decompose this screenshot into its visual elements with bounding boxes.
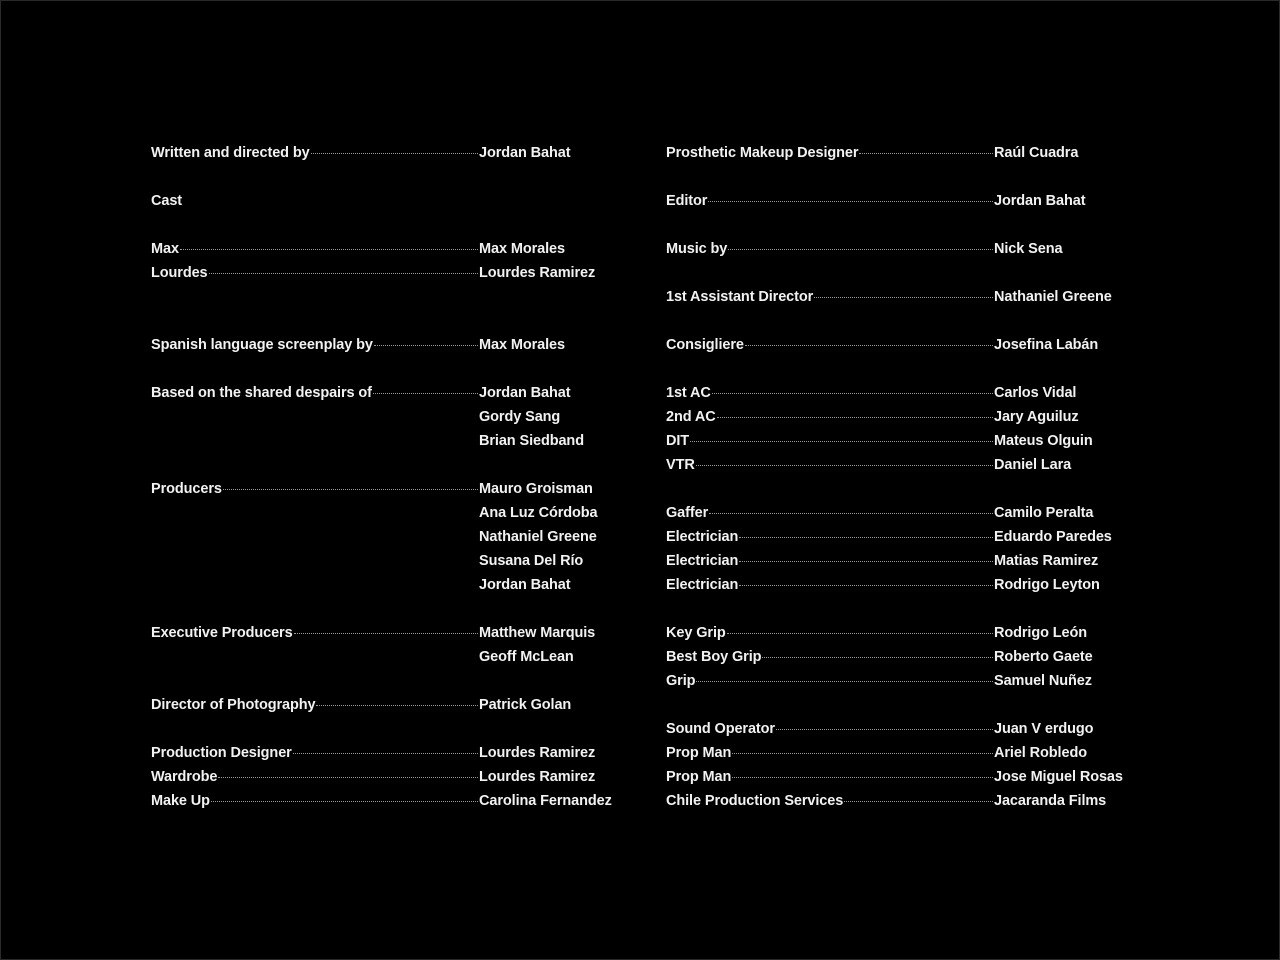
credit-row — [151, 409, 613, 433]
credit-row — [666, 313, 1136, 337]
credit-name: Patrick Golan — [479, 697, 572, 713]
credit-name: Mateus Olguin — [994, 433, 1093, 449]
credit-name: Brian Siedband — [479, 433, 584, 449]
credit-row — [666, 361, 1136, 385]
dotted-leader — [739, 561, 993, 562]
credit-name: Eduardo Paredes — [994, 529, 1112, 545]
dotted-leader — [708, 201, 993, 202]
credit-row — [151, 649, 613, 673]
credit-name: Max Morales — [479, 241, 565, 257]
credit-role: Gaffer — [666, 505, 709, 521]
credit-role: Production Designer — [151, 745, 292, 761]
credit-name: Roberto Gaete — [994, 649, 1093, 665]
credit-role: Prop Man — [666, 769, 732, 785]
dotted-leader — [814, 297, 993, 298]
credit-row — [666, 529, 1136, 553]
credit-role: 1st Assistant Director — [666, 289, 814, 305]
credit-row — [151, 553, 613, 577]
credit-row — [151, 793, 613, 817]
credit-row — [666, 385, 1136, 409]
dotted-leader — [211, 801, 478, 802]
dotted-leader — [732, 777, 993, 778]
dotted-leader — [728, 249, 993, 250]
credit-name: Rodrigo León — [994, 625, 1088, 641]
credit-row — [666, 481, 1136, 505]
credit-row — [666, 217, 1136, 241]
credit-row — [666, 625, 1136, 649]
credit-name: Matthew Marquis — [479, 625, 596, 641]
credit-row — [151, 145, 613, 169]
credit-role: Written and directed by — [151, 145, 310, 161]
credit-name: Rodrigo Leyton — [994, 577, 1100, 593]
credit-row — [666, 337, 1136, 361]
credit-name: Jacaranda Films — [994, 793, 1107, 809]
credit-name: Lourdes Ramirez — [479, 265, 596, 281]
credit-row — [151, 625, 613, 649]
credit-role: Cast — [151, 193, 183, 209]
credit-role: Prop Man — [666, 745, 732, 761]
credit-role: 1st AC — [666, 385, 711, 401]
credit-row — [666, 601, 1136, 625]
credit-role: Editor — [666, 193, 708, 209]
credit-role: 2nd AC — [666, 409, 716, 425]
credit-row — [666, 649, 1136, 673]
credit-name: Nathaniel Greene — [479, 529, 597, 545]
credit-role: DIT — [666, 433, 690, 449]
credit-name: Samuel Nuñez — [994, 673, 1092, 689]
credit-row — [151, 337, 613, 361]
credit-row — [666, 169, 1136, 193]
credit-row — [151, 601, 613, 625]
credit-row — [151, 481, 613, 505]
credit-row — [151, 289, 613, 313]
dotted-leader — [709, 513, 993, 514]
credit-role: Sound Operator — [666, 721, 775, 737]
dotted-leader — [218, 777, 478, 778]
dotted-leader — [776, 729, 993, 730]
credit-role: Spanish language screenplay by — [151, 337, 373, 353]
dotted-leader — [727, 633, 993, 634]
credit-name: Susana Del Río — [479, 553, 584, 569]
credit-row — [151, 505, 613, 529]
credit-role: Electrician — [666, 553, 739, 569]
credit-row — [151, 169, 613, 193]
credit-row — [666, 409, 1136, 433]
credit-name: Josefina Labán — [994, 337, 1099, 353]
credit-name: Jordan Bahat — [479, 577, 571, 593]
dotted-leader — [311, 153, 478, 154]
credit-name: Lourdes Ramirez — [479, 745, 596, 761]
credit-name: Jary Aguiluz — [994, 409, 1079, 425]
credit-row — [151, 745, 613, 769]
credit-row — [666, 697, 1136, 721]
credit-name: Mauro Groisman — [479, 481, 593, 497]
credit-row — [666, 193, 1136, 217]
credit-row — [666, 721, 1136, 745]
credit-name: Lourdes Ramirez — [479, 769, 596, 785]
credits-column-left — [151, 145, 613, 817]
dotted-leader — [717, 417, 993, 418]
dotted-leader — [859, 153, 993, 154]
credit-role: Music by — [666, 241, 728, 257]
credit-row — [151, 265, 613, 289]
credit-role: Chile Production Services — [666, 793, 844, 809]
dotted-leader — [223, 489, 478, 490]
credit-name: Raúl Cuadra — [994, 145, 1079, 161]
dotted-leader — [209, 273, 478, 274]
dotted-leader — [316, 705, 478, 706]
dotted-leader — [739, 585, 993, 586]
credit-row — [151, 769, 613, 793]
credit-role: Lourdes — [151, 265, 208, 281]
credit-row — [666, 457, 1136, 481]
credit-row — [151, 241, 613, 265]
credit-row — [151, 433, 613, 457]
dotted-leader — [732, 753, 993, 754]
credit-row — [666, 745, 1136, 769]
credit-name: Max Morales — [479, 337, 565, 353]
credit-role: Based on the shared despairs of — [151, 385, 372, 401]
credit-name: Carlos Vidal — [994, 385, 1077, 401]
credit-name: Matias Ramirez — [994, 553, 1099, 569]
dotted-leader — [374, 345, 478, 346]
credit-name: Gordy Sang — [479, 409, 561, 425]
credit-role: Director of Photography — [151, 697, 316, 713]
dotted-leader — [293, 753, 478, 754]
credit-name: Geoff McLean — [479, 649, 574, 665]
credit-row — [151, 313, 613, 337]
credit-role: Make Up — [151, 793, 210, 809]
credit-row — [666, 673, 1136, 697]
dotted-leader — [690, 441, 993, 442]
dotted-leader — [180, 249, 478, 250]
dotted-leader — [373, 393, 478, 394]
credit-row — [151, 577, 613, 601]
dotted-leader — [745, 345, 993, 346]
credit-name: Camilo Peralta — [994, 505, 1094, 521]
dotted-leader — [294, 633, 478, 634]
credit-role: Producers — [151, 481, 222, 497]
credit-row — [666, 289, 1136, 313]
credit-name: Nathaniel Greene — [994, 289, 1112, 305]
credit-role: VTR — [666, 457, 695, 473]
credit-role: Wardrobe — [151, 769, 218, 785]
credit-row — [666, 145, 1136, 169]
credit-row — [151, 721, 613, 745]
credit-row — [666, 769, 1136, 793]
credit-role: Key Grip — [666, 625, 726, 641]
dotted-leader — [696, 465, 993, 466]
dotted-leader — [739, 537, 993, 538]
credit-name: Carolina Fernandez — [479, 793, 612, 809]
credit-role: Electrician — [666, 529, 739, 545]
credit-row — [666, 577, 1136, 601]
credit-row — [151, 361, 613, 385]
credit-name: Jordan Bahat — [479, 145, 571, 161]
credits-column-right — [666, 145, 1136, 817]
credit-row — [151, 217, 613, 241]
credit-row — [151, 697, 613, 721]
credit-row — [151, 673, 613, 697]
credit-role: Electrician — [666, 577, 739, 593]
credit-name: Jose Miguel Rosas — [994, 769, 1123, 785]
credit-role: Prosthetic Makeup Designer — [666, 145, 859, 161]
credit-name: Nick Sena — [994, 241, 1063, 257]
credit-row — [666, 433, 1136, 457]
credit-row — [151, 385, 613, 409]
credit-row — [151, 193, 613, 217]
credit-role: Max — [151, 241, 179, 257]
dotted-leader — [696, 681, 993, 682]
credit-role: Grip — [666, 673, 696, 689]
credit-name: Juan V erdugo — [994, 721, 1094, 737]
credit-role: Consigliere — [666, 337, 744, 353]
credit-row — [151, 529, 613, 553]
credit-role: Executive Producers — [151, 625, 293, 641]
credit-role: Best Boy Grip — [666, 649, 762, 665]
credit-name: Jordan Bahat — [994, 193, 1086, 209]
credit-name: Jordan Bahat — [479, 385, 571, 401]
credit-row — [666, 505, 1136, 529]
credit-row — [666, 553, 1136, 577]
credit-row — [666, 793, 1136, 817]
dotted-leader — [762, 657, 993, 658]
dotted-leader — [844, 801, 993, 802]
credit-row — [666, 265, 1136, 289]
credit-row — [151, 457, 613, 481]
credit-name: Ana Luz Córdoba — [479, 505, 598, 521]
dotted-leader — [712, 393, 993, 394]
credit-name: Daniel Lara — [994, 457, 1072, 473]
credit-row — [666, 241, 1136, 265]
credit-name: Ariel Robledo — [994, 745, 1087, 761]
